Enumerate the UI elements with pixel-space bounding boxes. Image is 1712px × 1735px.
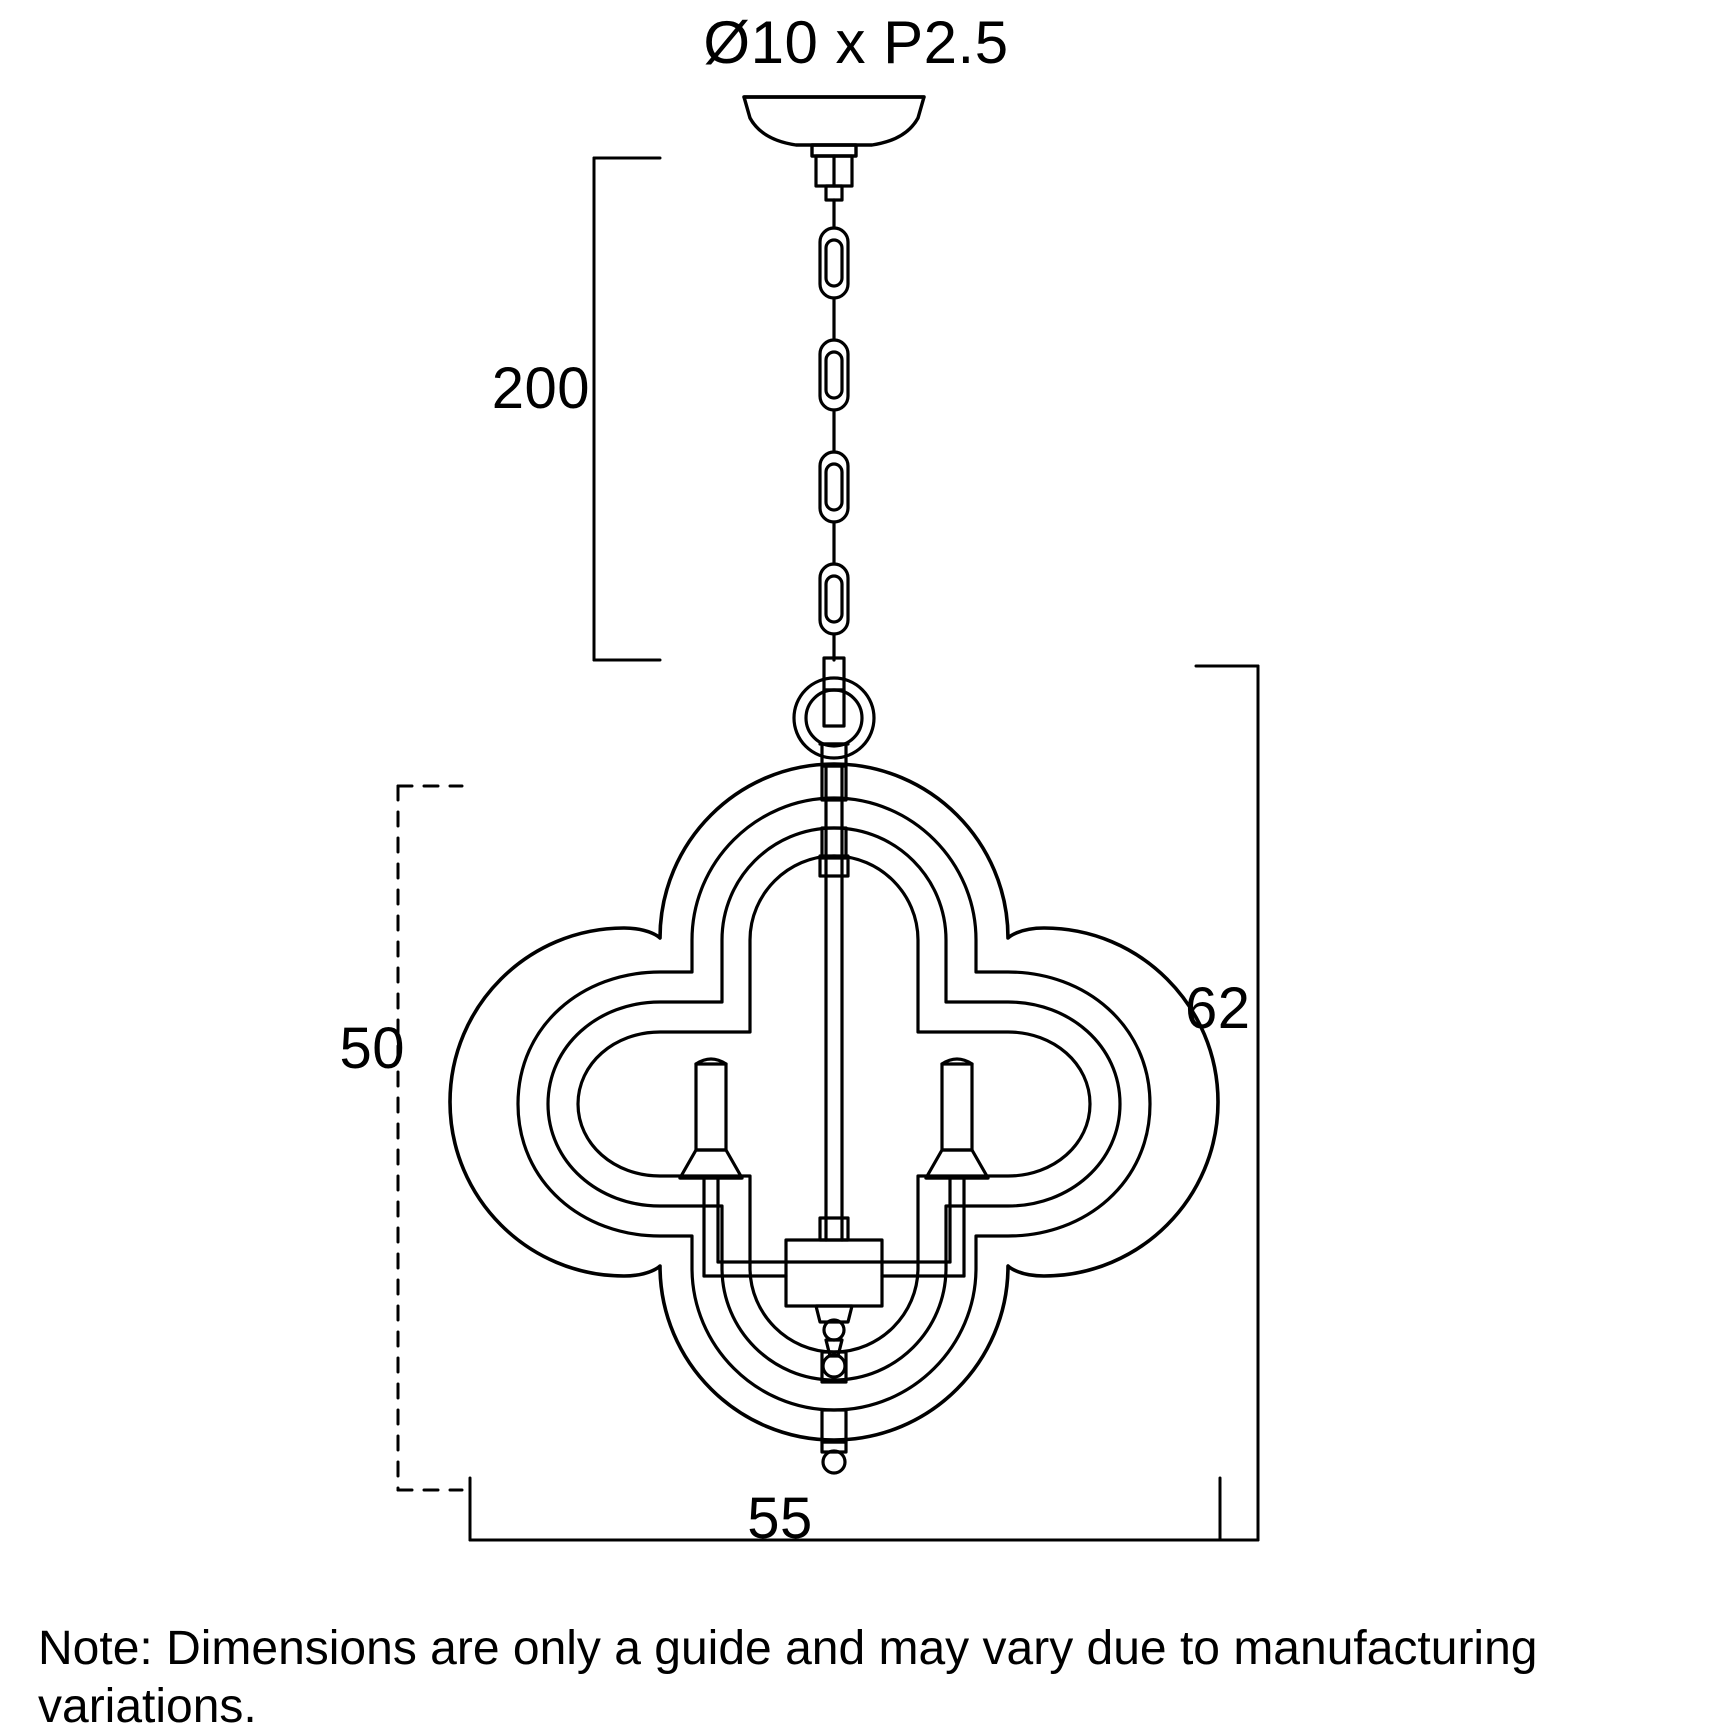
canopy-connector [816,156,852,200]
quatrefoil-inner-ring [578,856,1090,1352]
fitting-height-label: 50 [339,1016,405,1081]
quatrefoil-frame-band [518,798,1150,1410]
thread-size-label: Ø10 x P2.5 [703,9,1009,76]
dimension-drop-200 [594,158,660,660]
drop-dimension-label: 200 [491,356,590,421]
suspension-chain [820,200,848,660]
center-stem [820,766,848,1240]
dimension-overall-height-62 [1196,666,1258,1540]
hanging-ring [794,658,874,766]
ceiling-canopy [744,97,924,156]
candle-arms [680,1059,988,1276]
overall-height-label: 62 [1185,976,1251,1041]
manufacturing-note: Note: Dimensions are only a guide and may vary due to manufacturing variations. [38,1622,1538,1733]
width-dimension-label: 55 [747,1486,813,1551]
lamp-holder-box [786,1240,882,1377]
